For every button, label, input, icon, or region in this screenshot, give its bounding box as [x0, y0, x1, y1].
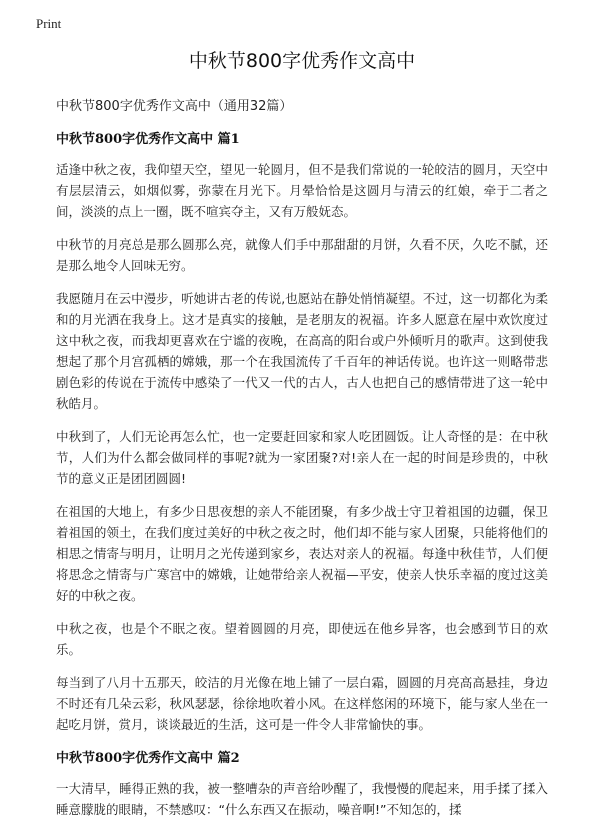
- section-heading: 中秋节800字优秀作文高中 篇2: [56, 751, 240, 766]
- paragraph: 适逢中秋之夜，我仰望天空，望见一轮圆月，但不是我们常说的一轮皎洁的圆月，天空中有层层清云，如烟似雾，弥蒙在月光下。月晕恰恰是这圆月与清云的红娘，牵于二者之间，淡淡的点上一圈，既不喧宾夺主，又有万般妩态。: [56, 162, 548, 219]
- essay-section-2: [56, 747, 548, 820]
- paragraph: 中秋之夜，也是个不眠之夜。望着圆圆的月亮，即使远在他乡异客，也会感到节日的欢乐。: [56, 621, 548, 657]
- page-title: 中秋节800字优秀作文高中: [188, 50, 416, 72]
- print-link[interactable]: Print: [36, 16, 62, 31]
- paragraph: 每当到了八月十五那天，皎洁的月光像在地上铺了一层白霜，圆圆的月亮高高悬挂，身边不时还有几朵云彩，秋风瑟瑟，徐徐地吹着小风。在这样悠闲的环境下，能与家人坐在一起吃月饼，赏月，谈谈最近的生活，这可是一件令人非常愉快的事。: [56, 675, 548, 732]
- paragraph: 中秋节的月亮总是那么圆那么亮，就像人们手中那甜甜的月饼，久看不厌，久吃不腻，还是那么地令人回味无穷。: [56, 237, 548, 273]
- document-subtitle: 中秋节800字优秀作文高中（通用32篇）: [56, 99, 293, 114]
- document-page: [56, 46, 548, 832]
- paragraph: 中秋到了，人们无论再怎么忙，也一定要赶回家和家人吃团圆饭。让人奇怪的是：在中秋节，人们为什么都会做同样的事呢?就为一家团聚?对!亲人在一起的时间是珍贵的，中秋节的意义正是团团圆圆!: [56, 429, 548, 486]
- essay-section-1: [56, 128, 548, 735]
- paragraph: 一大清早，睡得正熟的我，被一整嘈杂的声音给吵醒了，我慢慢的爬起来，用手揉了揉入睡意朦胧的眼睛，不禁感叹：“什么东西又在振动，噪音啊!”不知怎的，揉: [56, 781, 548, 817]
- paragraph: 我愿随月在云中漫步，听她讲古老的传说,也愿站在静处悄悄凝望。不过，这一切都化为柔和的月光洒在我身上。这才是真实的接触，是老朋友的祝福。许多人愿意在屋中欢饮度过这中秋之夜，而我却更喜欢在宁谧的夜晚，在高高的阳台或户外倾听月的歌声。这到使我想起了那个月宫孤栖的嫦娥，那一个在我国流传了千百年的神话传说。也许这一则略带悲剧色彩的传说在于流传中感染了一代又一代的古人，古人也把自己的感情带进了这一轮中秋皓月。: [56, 291, 548, 411]
- paragraph: 在祖国的大地上，有多少日思夜想的亲人不能团聚，有多少战士守卫着祖国的边疆，保卫着祖国的领土，在我们度过美好的中秋之夜之时，他们却不能与家人团聚，只能将他们的相思之情寄与明月，让明月之光传递到家乡，表达对亲人的祝福。每逢中秋佳节，人们便将思念之情寄与广寒宫中的嫦娥，让她带给亲人祝福—平安，使亲人快乐幸福的度过这美好的中秋之夜。: [56, 504, 548, 603]
- section-heading: 中秋节800字优秀作文高中 篇1: [56, 132, 240, 147]
